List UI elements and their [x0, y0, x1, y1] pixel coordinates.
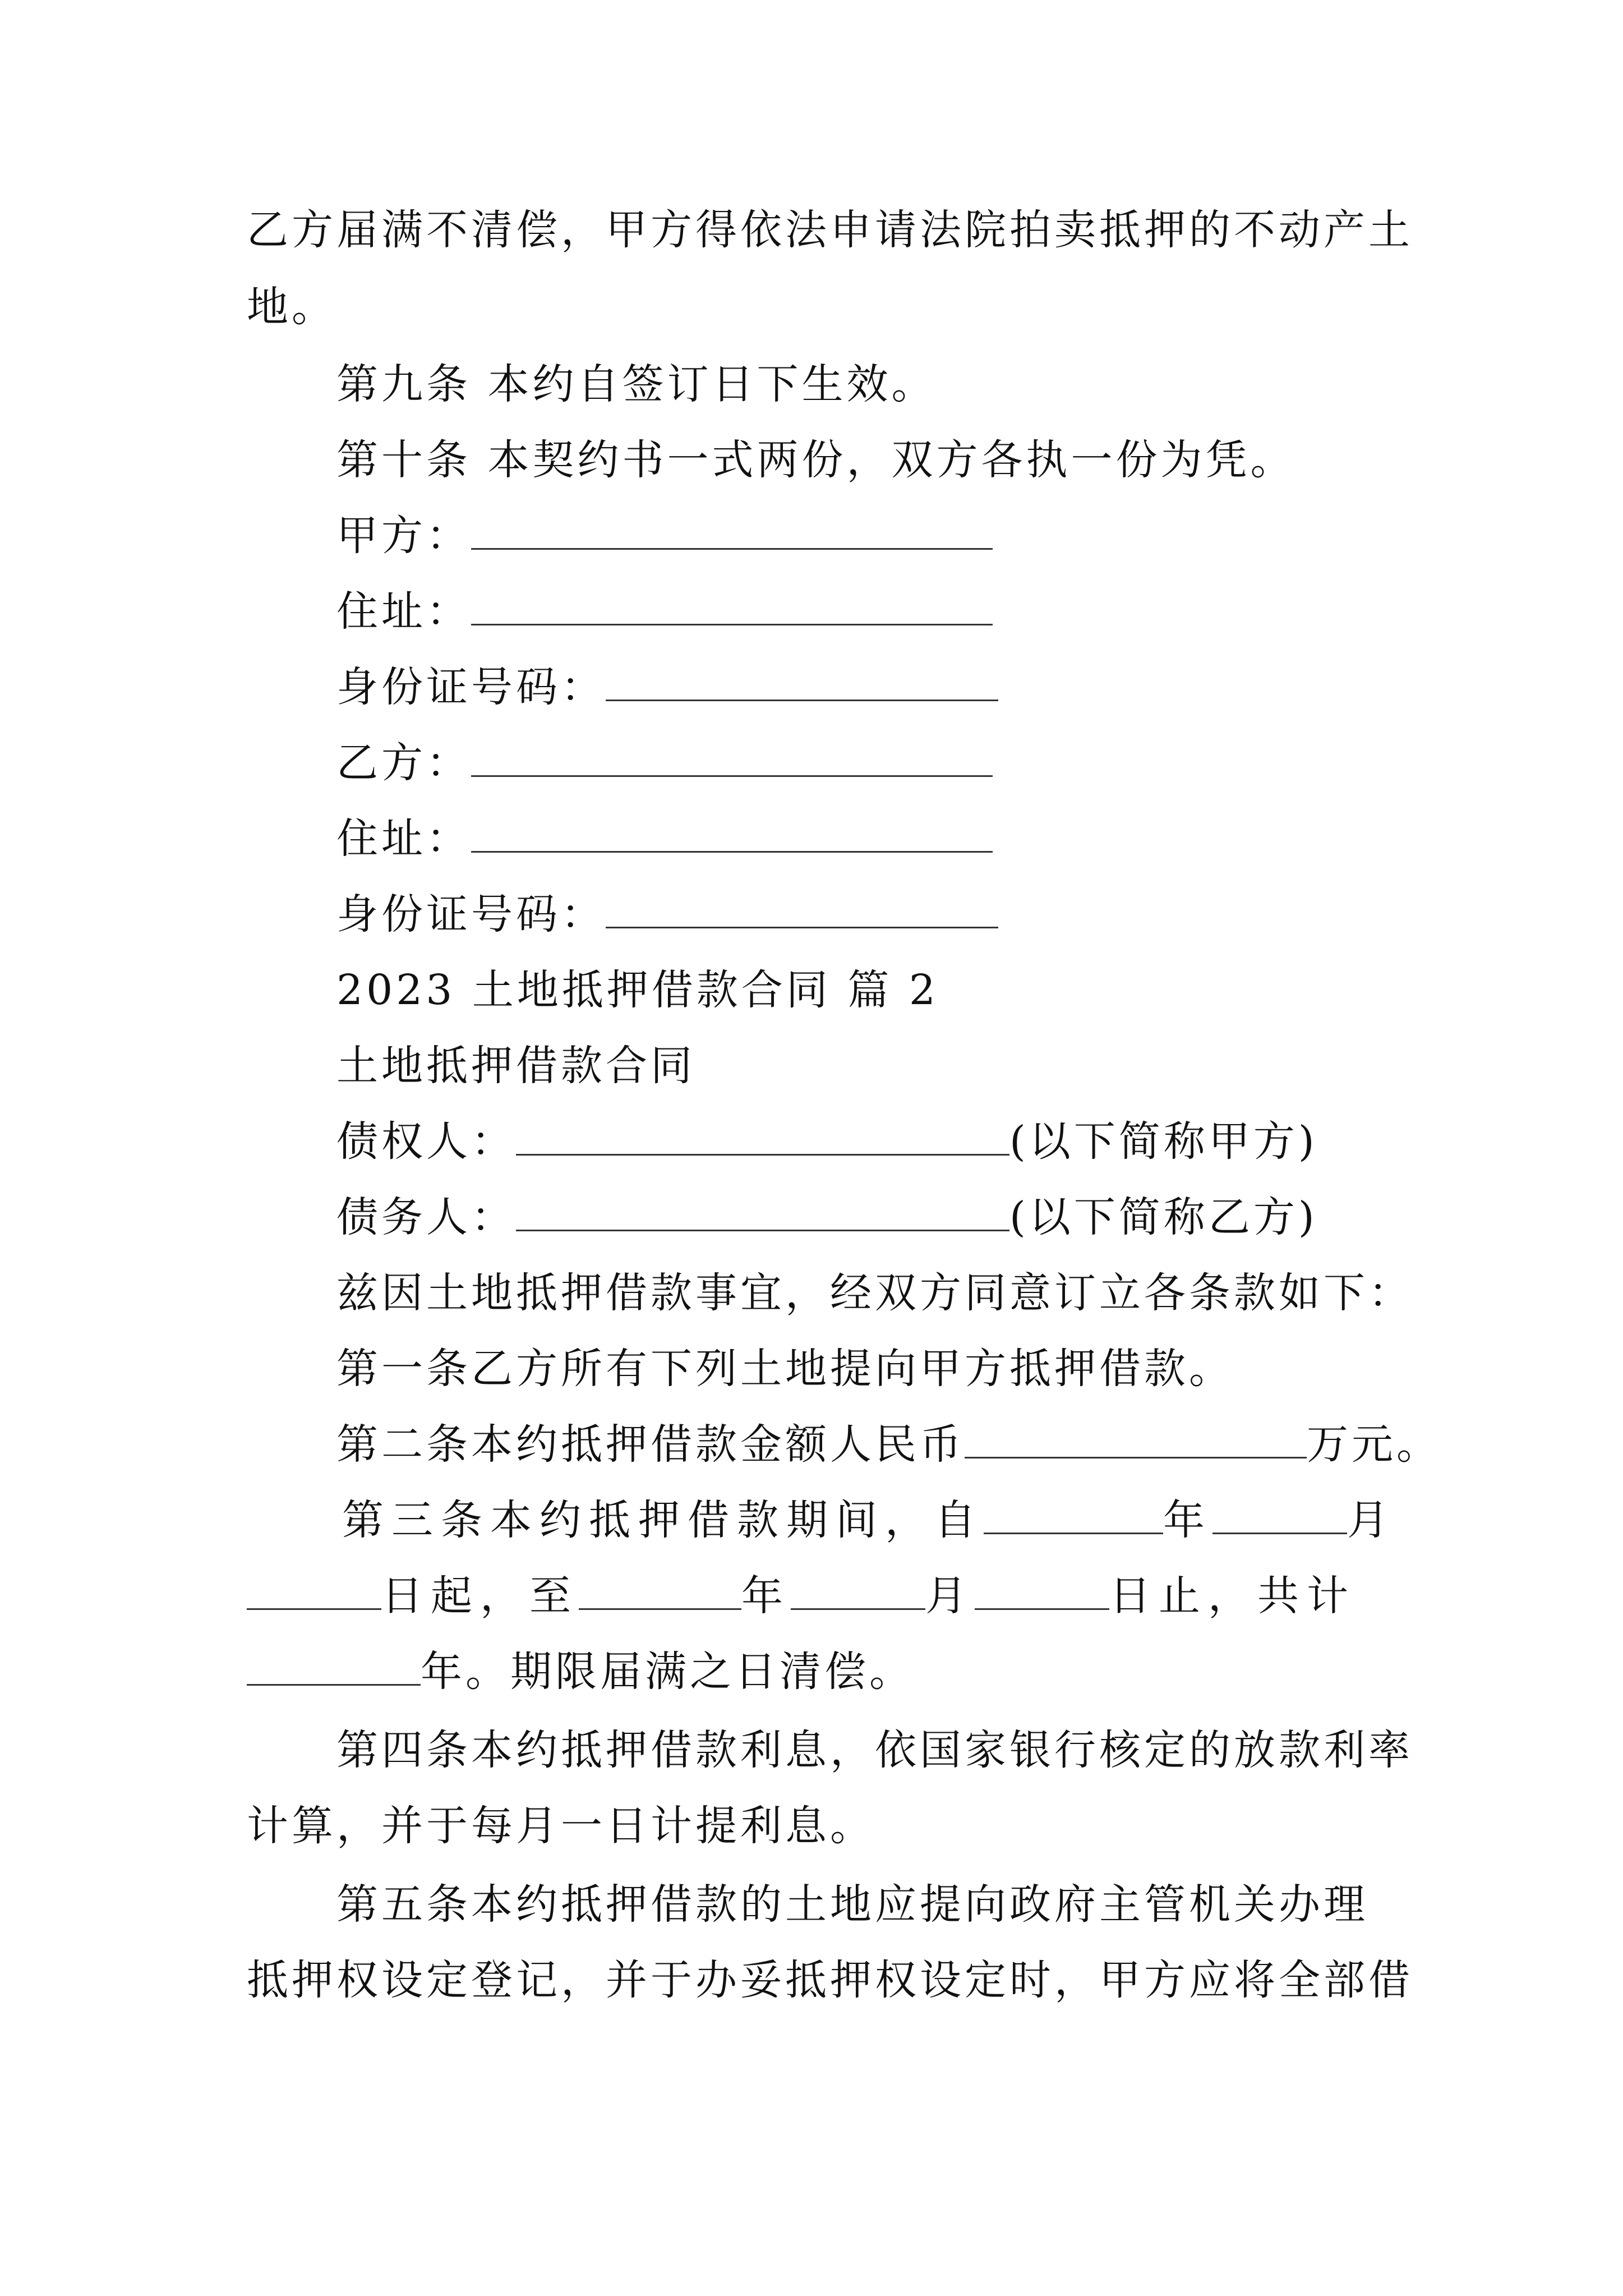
blank-line: [471, 618, 993, 625]
creditor-label: 债权人：: [336, 1117, 516, 1166]
section-heading: 2023 土地抵押借款合同 篇 2: [336, 966, 939, 1014]
article-2-text: 第二条本约抵押借款金额人民币: [336, 1420, 965, 1469]
article-10: 第十条 本契约书一式两份，双方各执一份为凭。: [336, 436, 1295, 484]
blank-line: [606, 694, 998, 701]
text-line: 乙方届满不清偿，甲方得依法申请法院拍卖抵押的不动产土: [247, 206, 1413, 254]
blank-line: [247, 1603, 381, 1610]
debtor-label: 债务人：: [336, 1193, 516, 1241]
article-2-unit: 万元。: [1307, 1420, 1441, 1469]
blank-line: [1212, 1527, 1347, 1534]
article-2: [336, 1416, 1441, 1473]
contract-title: 土地抵押借款合同: [336, 1042, 695, 1090]
year-label: 年: [741, 1572, 791, 1620]
month-label: 月: [1347, 1496, 1396, 1544]
party-b-id-field: [336, 886, 998, 942]
party-b-label: 乙方：: [336, 739, 471, 787]
article-1: 第一条乙方所有下列土地提向甲方抵押借款。: [336, 1345, 1234, 1393]
creditor-field: [336, 1114, 1318, 1170]
party-b-address-field: [336, 811, 993, 867]
month-label: 月: [925, 1572, 975, 1620]
blank-line: [516, 1148, 1009, 1156]
blank-line: [579, 1603, 741, 1610]
term-text: 年。期限届满之日清偿。: [421, 1648, 914, 1696]
article-5-line-1: 第五条本约抵押借款的土地应提向政府主管机关办理: [336, 1880, 1368, 1929]
article-9: 第九条 本约自签订日下生效。: [336, 360, 937, 408]
year-label: 年: [1163, 1496, 1212, 1544]
blank-line: [247, 1678, 421, 1686]
article-3-line-3: [247, 1644, 914, 1700]
article-3-text: 第三条本约抵押借款期间，自: [342, 1496, 984, 1544]
blank-line: [791, 1603, 925, 1610]
blank-line: [471, 845, 993, 853]
article-3-line-1: [342, 1492, 1396, 1548]
start-day-text: 日起，至: [381, 1572, 579, 1620]
address-label: 住址：: [336, 587, 471, 636]
article-4-line-1: 第四条本约抵押借款利息，依国家银行核定的放款利率: [336, 1726, 1413, 1774]
text-line: 地。: [247, 283, 336, 331]
article-3-line-2: [247, 1568, 1356, 1624]
blank-line: [965, 1451, 1307, 1458]
party-a-id-field: [336, 659, 998, 715]
party-a-field: [336, 508, 993, 564]
party-a-address-field: [336, 583, 993, 639]
debtor-field: [336, 1189, 1318, 1245]
blank-line: [975, 1603, 1109, 1610]
blank-line: [471, 542, 993, 550]
preamble: 兹因土地抵押借款事宜，经双方同意订立各条款如下：: [336, 1269, 1413, 1317]
address-label: 住址：: [336, 815, 471, 863]
article-4-line-2: 计算，并于每月一日计提利息。: [247, 1802, 875, 1850]
party-a-label: 甲方：: [336, 512, 471, 560]
id-number-label: 身份证号码：: [336, 663, 606, 711]
blank-line: [471, 770, 993, 777]
creditor-note: (以下简称甲方): [1009, 1117, 1318, 1166]
blank-line: [606, 921, 998, 928]
blank-line: [984, 1527, 1163, 1534]
debtor-note: (以下简称乙方): [1009, 1193, 1318, 1241]
blank-line: [516, 1224, 1009, 1231]
party-b-field: [336, 735, 993, 791]
end-day-text: 日止，共计: [1109, 1572, 1356, 1620]
id-number-label: 身份证号码：: [336, 890, 606, 938]
article-5-line-2: 抵押权设定登记，并于办妥抵押权设定时，甲方应将全部借: [247, 1956, 1413, 2004]
